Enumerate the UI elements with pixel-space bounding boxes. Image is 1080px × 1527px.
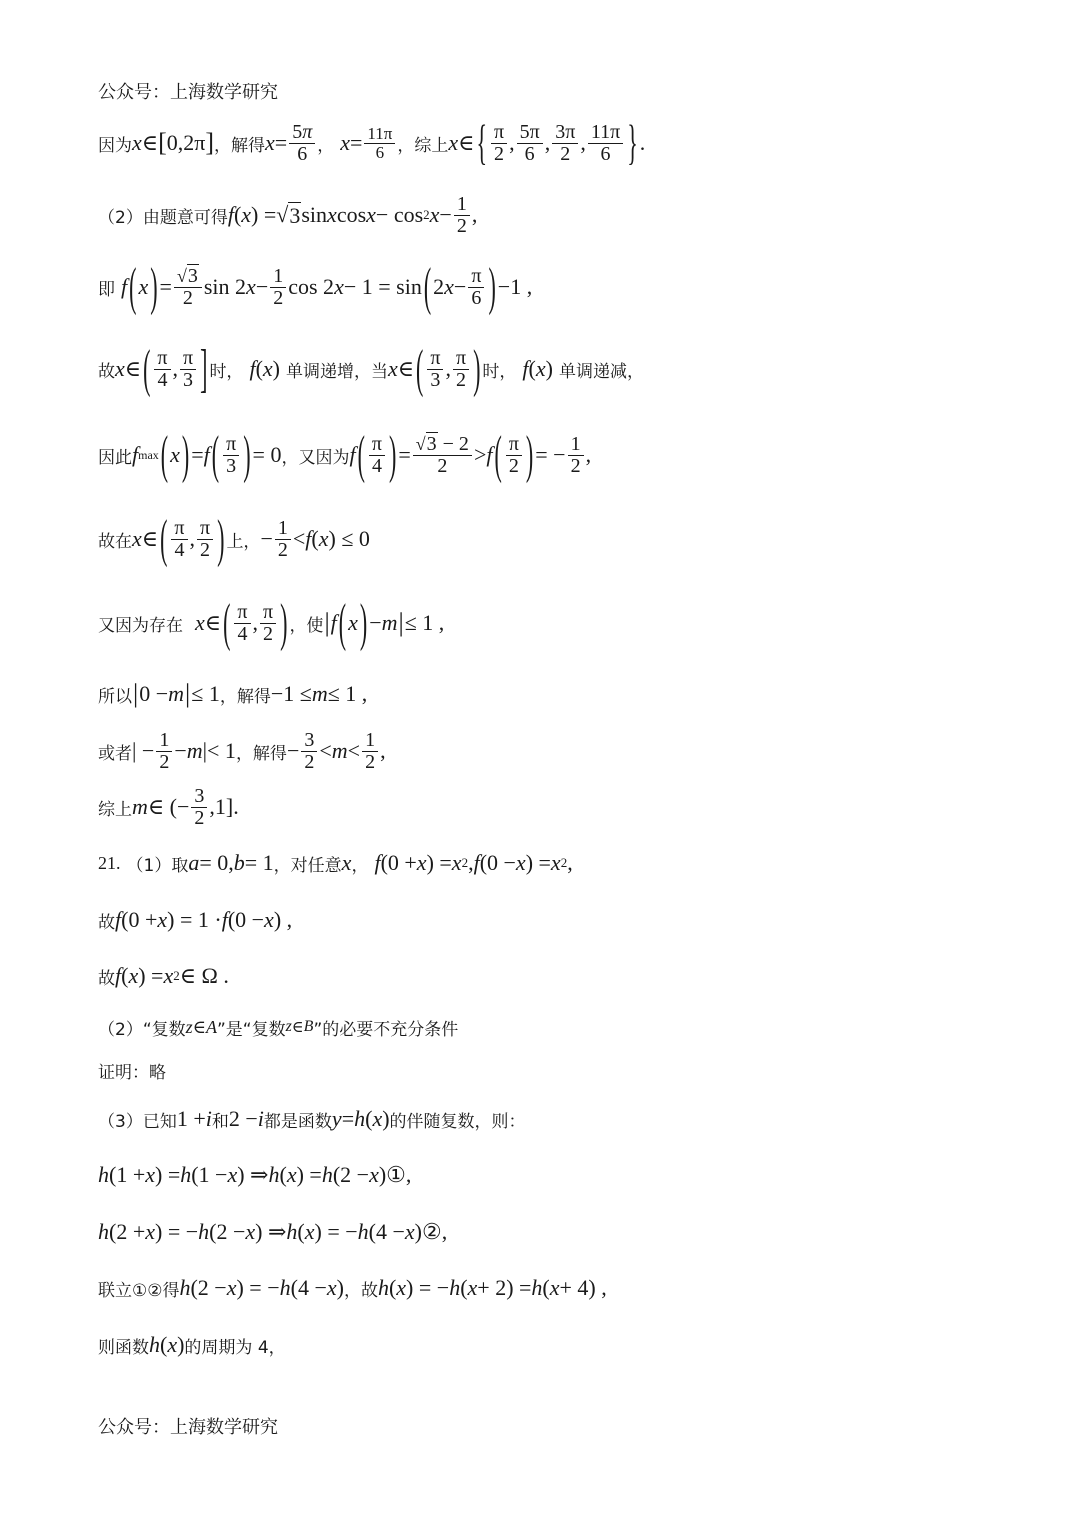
solution-line-4: 故 x ∈ ( $\frac{\pi}{4}$ , $\frac{\pi}{3}$ ] 时， f ( x ) 单调递增，当 x ∈ ( $\frac{\pi}{3}$ , $\frac{\pi}{2}$ ) 时， f ( x ) 单调递减， — [98, 337, 644, 398]
solution-line-10: 综上 m ∈ (− $\frac{3}{2}$ ,1]. — [98, 784, 239, 829]
solution-line-18: h (2 + x ) = − h (2 − x ) ⇒ h ( x ) = − h (4 − x )②, — [98, 1219, 448, 1244]
solution-line-1: 因为 x ∈ [ 0,2π ] ，解得 x = $\frac{5\pi}{6}$ ， x = $\frac{11\pi}{6}$ ，综上 x ∈ { $\frac{\pi}{2}$ , $\frac{5\pi}{6}$ , $\frac{3\pi}{2}$ , $\frac{11\pi}{6}$ } . — [98, 114, 646, 170]
solution-line-2: （2）由题意可得 f ( x ) = √ 3 sin x cos x − cos 2 x − $\frac{1}{2}$ , — [98, 192, 478, 237]
solution-line-16: （3）已知 1 + i 和 2 − i 都是函数 y = h ( x ) 的伴随复数，则： — [98, 1106, 526, 1132]
solution-line-12: 故 f (0 + x ) = 1 · f (0 − x ) , — [98, 907, 293, 933]
solution-line-20: 则函数 h ( x ) 的周期为 4， — [98, 1332, 286, 1358]
solution-line-15: 证明：略 — [98, 1062, 166, 1083]
solution-line-13: 故 f ( x ) = x 2 ∈ Ω . — [98, 963, 229, 989]
solution-line-5: 因此 f max ( x ) = f ( $\frac{\pi}{3}$ ) = 0 ，又因为 f ( $\frac{\pi}{4}$ ) = $\frac{√3 - 2}{2}$ > f ( $\frac{\pi}{2}$ ) = − $\frac{1}{2}$ , — [98, 423, 592, 484]
solution-line-11: 21. （1）取 a = 0, b = 1 ，对任意 x ， f (0 + x ) = x 2 , f (0 − x ) = x 2 , — [98, 850, 573, 876]
solution-line-9: 或者 | − $\frac{1}{2}$ − m |< 1 ，解得 − $\frac{3}{2}$ < m < $\frac{1}{2}$ , — [98, 728, 386, 773]
solution-line-14: （2）“复数 z ∈ A ”是“复数 z ∈ B ”的必要不充分条件 — [98, 1016, 459, 1040]
solution-line-7: 又因为存在 x ∈ ( $\frac{\pi}{4}$ , $\frac{\pi}{2}$ ) ，使 | f ( x ) − m | ≤ 1 , — [98, 591, 445, 652]
page-header: 公众号：上海数学研究 — [98, 82, 278, 103]
solution-line-17: h (1 + x ) = h (1 − x ) ⇒ h ( x ) = h (2 − x )①, — [98, 1162, 412, 1187]
solution-line-8: 所以 | 0 − m | ≤ 1 ，解得 −1 ≤ m ≤ 1 , — [98, 679, 368, 708]
solution-line-19: 联立①②得 h (2 − x ) = − h (4 − x ) ，故 h ( x ) = − h ( x + 2) = h ( x + 4) , — [98, 1275, 607, 1301]
solution-line-6: 故在 x ∈ ( $\frac{\pi}{4}$ , $\frac{\pi}{2}$ ) 上， − $\frac{1}{2}$ < f ( x ) ≤ 0 — [98, 507, 370, 568]
page-footer: 公众号：上海数学研究 — [98, 1417, 278, 1438]
solution-line-3: 即 f ( x ) = $\frac{√3}{2}$ sin 2 x − $\frac{1}{2}$ cos 2 x − 1 = sin ( 2 x − $\frac{\pi}{6}$ ) −1 , — [98, 255, 533, 316]
